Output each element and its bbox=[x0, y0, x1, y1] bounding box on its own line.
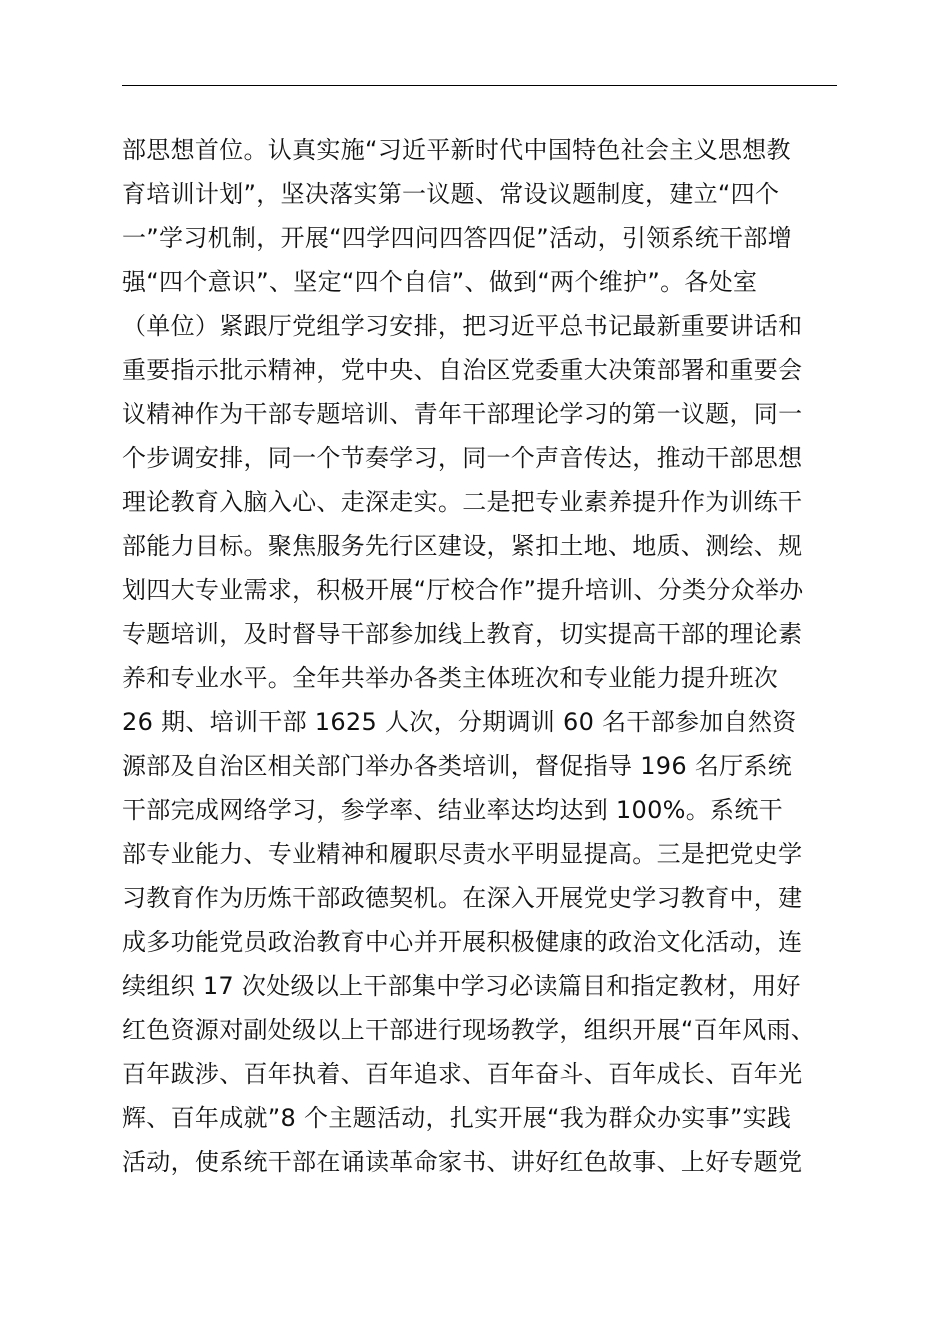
text-line: 活动，使系统干部在诵读革命家书、讲好红色故事、上好专题党 bbox=[122, 1148, 803, 1176]
text-line: 议精神作为干部专题培训、青年干部理论学习的第一议题，同一 bbox=[122, 400, 803, 428]
text-line: 成多功能党员政治教育中心并开展积极健康的政治文化活动，连 bbox=[122, 928, 803, 956]
text-line: 专题培训，及时督导干部参加线上教育，切实提高干部的理论素 bbox=[122, 620, 803, 648]
text-line: 26 期、培训干部 1625 人次，分期调训 60 名干部参加自然资 bbox=[122, 708, 797, 736]
text-line: 续组织 17 次处级以上干部集中学习必读篇目和指定教材，用好 bbox=[122, 972, 801, 1000]
text-line: 部思想首位。认真实施“习近平新时代中国特色社会主义思想教 bbox=[122, 136, 791, 164]
text-line: 划四大专业需求，积极开展“厅校合作”提升培训、分类分众举办 bbox=[122, 576, 804, 604]
text-line: 强“四个意识”、坚定“四个自信”、做到“两个维护”。各处室 bbox=[122, 268, 758, 296]
text-line: 辉、百年成就”8 个主题活动，扎实开展“我为群众办实事”实践 bbox=[122, 1104, 792, 1132]
body-paragraph bbox=[122, 128, 882, 1184]
text-line: 理论教育入脑入心、走深走实。二是把专业素养提升作为训练干 bbox=[122, 488, 803, 516]
text-line: 育培训计划”，坚决落实第一议题、常设议题制度，建立“四个 bbox=[122, 180, 780, 208]
text-line: 习教育作为历炼干部政德契机。在深入开展党史学习教育中，建 bbox=[122, 884, 803, 912]
text-line: 干部完成网络学习，参学率、结业率达均达到 100%。系统干 bbox=[122, 796, 783, 824]
text-line: 百年跋涉、百年执着、百年追求、百年奋斗、百年成长、百年光 bbox=[122, 1060, 803, 1088]
text-line: 一”学习机制，开展“四学四问四答四促”活动，引领系统干部增 bbox=[122, 224, 792, 252]
text-line: 部能力目标。聚焦服务先行区建设，紧扣土地、地质、测绘、规 bbox=[122, 532, 803, 560]
text-line: 个步调安排，同一个节奏学习，同一个声音传达，推动干部思想 bbox=[122, 444, 803, 472]
text-line: 重要指示批示精神，党中央、自治区党委重大决策部署和重要会 bbox=[122, 356, 803, 384]
text-line: （单位）紧跟厅党组学习安排，把习近平总书记最新重要讲话和 bbox=[122, 312, 803, 340]
header-divider bbox=[122, 85, 837, 86]
text-line: 部专业能力、专业精神和履职尽责水平明显提高。三是把党史学 bbox=[122, 840, 803, 868]
text-line: 红色资源对副处级以上干部进行现场教学，组织开展“百年风雨、 bbox=[122, 1016, 816, 1044]
text-line: 养和专业水平。全年共举办各类主体班次和专业能力提升班次 bbox=[122, 664, 779, 692]
text-line: 源部及自治区相关部门举办各类培训，督促指导 196 名厅系统 bbox=[122, 752, 793, 780]
